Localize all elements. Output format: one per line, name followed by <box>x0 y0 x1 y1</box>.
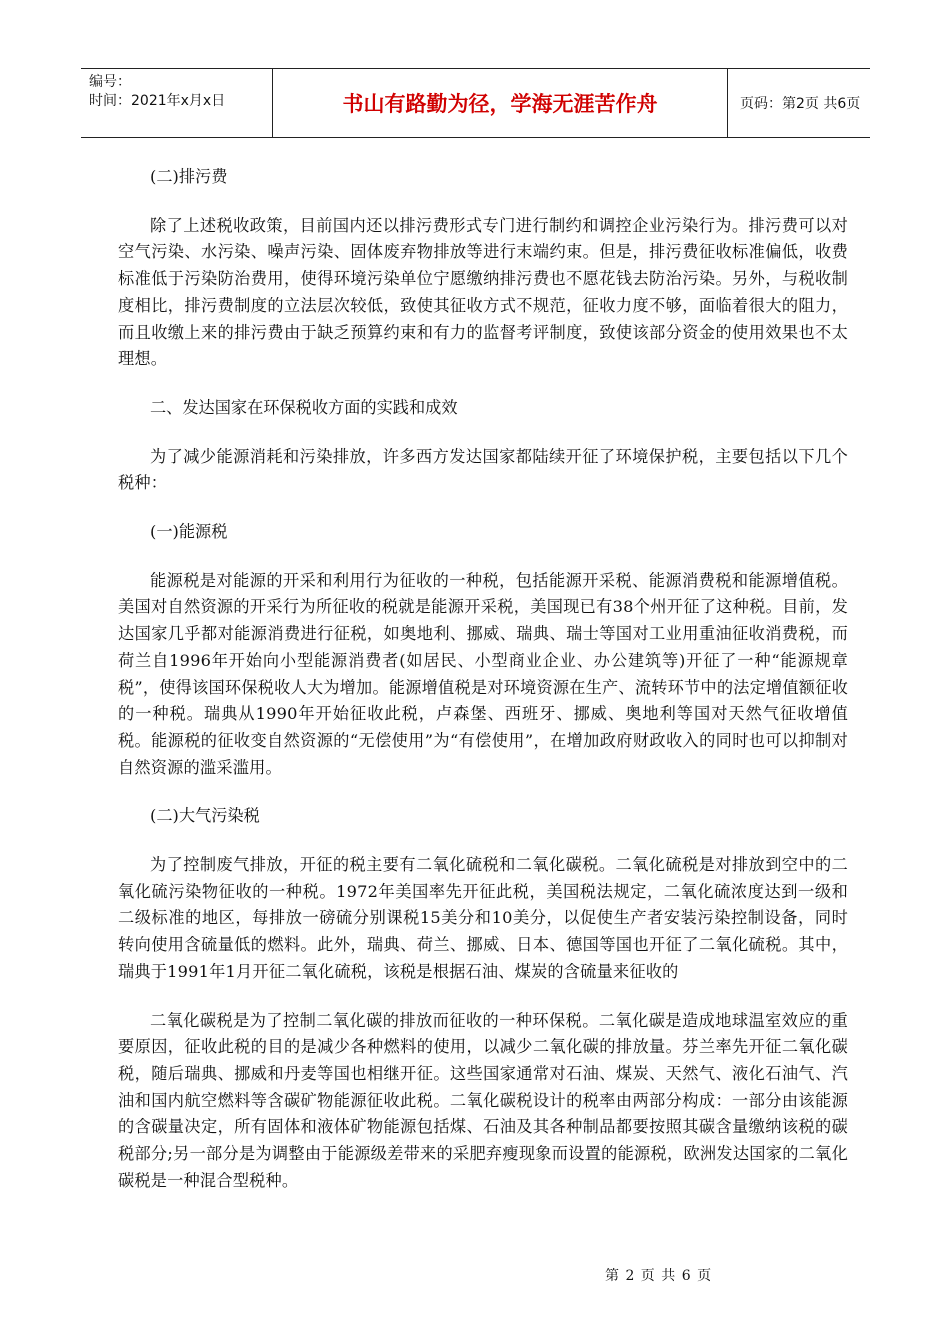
document-body <box>118 164 848 1217</box>
page-footer: 第 2 页 共 6 页 <box>605 1268 713 1284</box>
section-heading-pollution-fee: (二)排污费 <box>150 167 228 186</box>
paragraph: 能源税是对能源的开采和利用行为征收的一种税，包括能源开采税、能源消费税和能源增值税。美国对自然资源的开采行为所征收的税就是能源开采税，美国现已有38个州开征了这种税。目前，发达国家几乎都对能源消费进行征税，如奥地利、挪威、瑞典、瑞士等国对工业用重油征收消费税，而荷兰自1996年开始向小型能源消费者(如居民、小型商业企业、办公建筑等)开征了一种“能源规章税”，使得该国环保税收人大为增加。能源增值税是对环境资源在生产、流转环节中的法定增值额征收的一种税。瑞典从1990年开始征收此税，卢森堡、西班牙、挪威、奥地利等国对天然气征收增值税。能源税的征收变自然资源的“无偿使用”为“有偿使用”，在增加政府财政收入的同时也可以抑制对自然资源的滥采滥用。 <box>118 570 848 777</box>
time-label: 时间：2021年x月x日 <box>89 93 226 109</box>
header-motto: 书山有路勤为径，学海无涯苦作舟 <box>273 69 728 137</box>
number-label: 编号： <box>89 74 131 90</box>
section-heading-developed-countries: 二、发达国家在环保税收方面的实践和成效 <box>150 397 458 417</box>
section-heading-energy-tax: (一)能源税 <box>150 522 228 542</box>
header-page-info: 页码：第2页 共6页 <box>740 96 861 112</box>
paragraph: 为了控制废气排放，开征的税主要有二氧化硫税和二氧化碳税。二氧化硫税是对排放到空中的二氧化硫污染物征收的一种税。1972年美国率先开征此税，美国税法规定，二氧化硫浓度达到一级和二级标准的地区，每排放一磅硫分别课税15美分和10美分，以促使生产者安装污染控制设备，同时转向使用含硫量低的燃料。此外，瑞典、荷兰、挪威、日本、德国等国也开征了二氧化硫税。其中，瑞典于1991年1月开征二氧化硫税，该税是根据石油、煤炭的含硫量来征收的 <box>118 855 848 981</box>
paragraph: 二氧化碳税是为了控制二氧化碳的排放而征收的一种环保税。二氧化碳是造成地球温室效应的重要原因，征收此税的目的是减少各种燃料的使用，以减少二氧化碳的排放量。芬兰率先开征二氧化碳税，随后瑞典、挪威和丹麦等国也相继开征。这些国家通常对石油、煤炭、天然气、液化石油气、汽油和国内航空燃料等含碳矿物能源征收此税。二氧化碳税设计的税率由两部分构成：一部分由该能源的含碳量决定，所有固体和液体矿物能源包括煤、石油及其各种制品都要按照其碳含量缴纳该税的碳税部分;另一部分是为调整由于能源级差带来的采肥弃瘦现象而设置的能源税，欧洲发达国家的二氧化碳税是一种混合型税种。 <box>118 1010 848 1190</box>
header-meta <box>81 69 273 137</box>
page-header <box>81 68 870 138</box>
paragraph: 除了上述税收政策，目前国内还以排污费形式专门进行制约和调控企业污染行为。排污费可以对空气污染、水污染、噪声污染、固体废弃物排放等进行末端约束。但是，排污费征收标准偏低，收费标准低于污染防治费用，使得环境污染单位宁愿缴纳排污费也不愿花钱去防治污染。另外，与税收制度相比，排污费制度的立法层次较低，致使其征收方式不规范，征收力度不够，面临着很大的阻力，而且收缴上来的排污费由于缺乏预算约束和有力的监督考评制度，致使该部分资金的使用效果也不太理想。 <box>118 215 848 369</box>
paragraph: 为了减少能源消耗和污染排放，许多西方发达国家都陆续开征了环境保护税，主要包括以下几个税种： <box>118 446 848 493</box>
section-heading-air-pollution-tax: (二)大气污染税 <box>150 806 260 826</box>
